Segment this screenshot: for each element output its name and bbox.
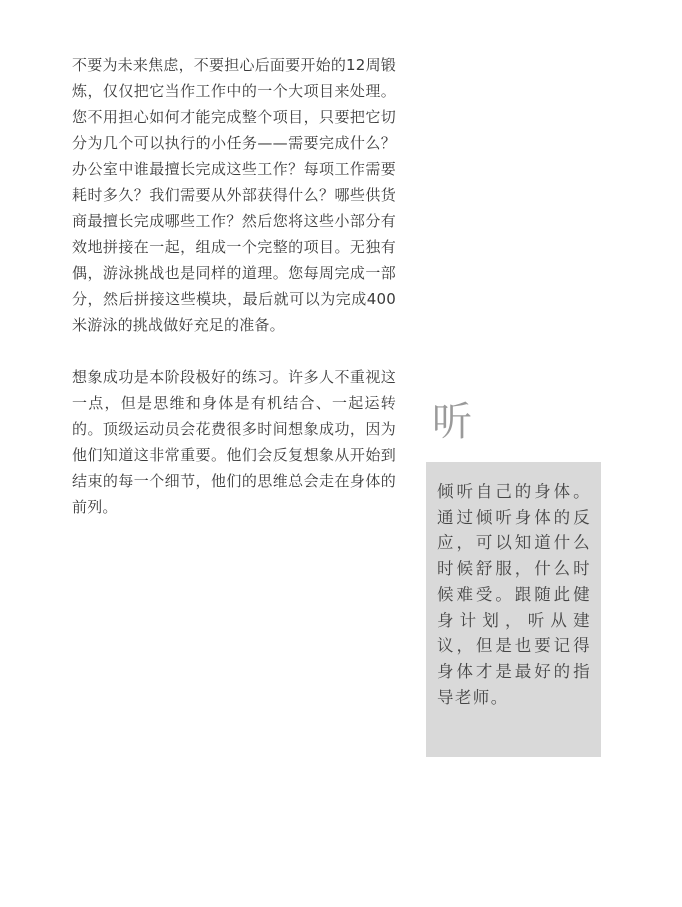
main-text-column	[72, 52, 396, 520]
paragraph-anxiety: 不要为未来焦虑，不要担心后面要开始的12周锻炼，仅仅把它当作工作中的一个大项目来处理。您不用担心如何才能完成整个项目，只要把它切分为几个可以执行的小任务——需要完成什么？办公室中谁最擅长完成这些工作？每项工作需要耗时多久？我们需要从外部获得什么？哪些供货商最擅长完成哪些工作？然后您将这些小部分有效地拼接在一起，组成一个完整的项目。无独有偶，游泳挑战也是同样的道理。您每周完成一部分，然后拼接这些模块，最后就可以为完成400米游泳的挑战做好充足的准备。	[72, 56, 396, 334]
sidebar-text: 倾听自己的身体。通过倾听身体的反应，可以知道什么时候舒服，什么时候难受。跟随此健身计划，听从建议，但是也要记得身体才是最好的指导老师。	[437, 482, 591, 707]
sidebar-heading: 听	[432, 399, 472, 445]
sidebar-box	[426, 462, 601, 757]
paragraph-visualize-success: 想象成功是本阶段极好的练习。许多人不重视这一点，但是思维和身体是有机结合、一起运转的。顶级运动员会花费很多时间想象成功，因为他们知道这非常重要。他们会反复想象从开始到结束的每一个细节，他们的思维总会走在身体的前列。	[72, 368, 396, 516]
